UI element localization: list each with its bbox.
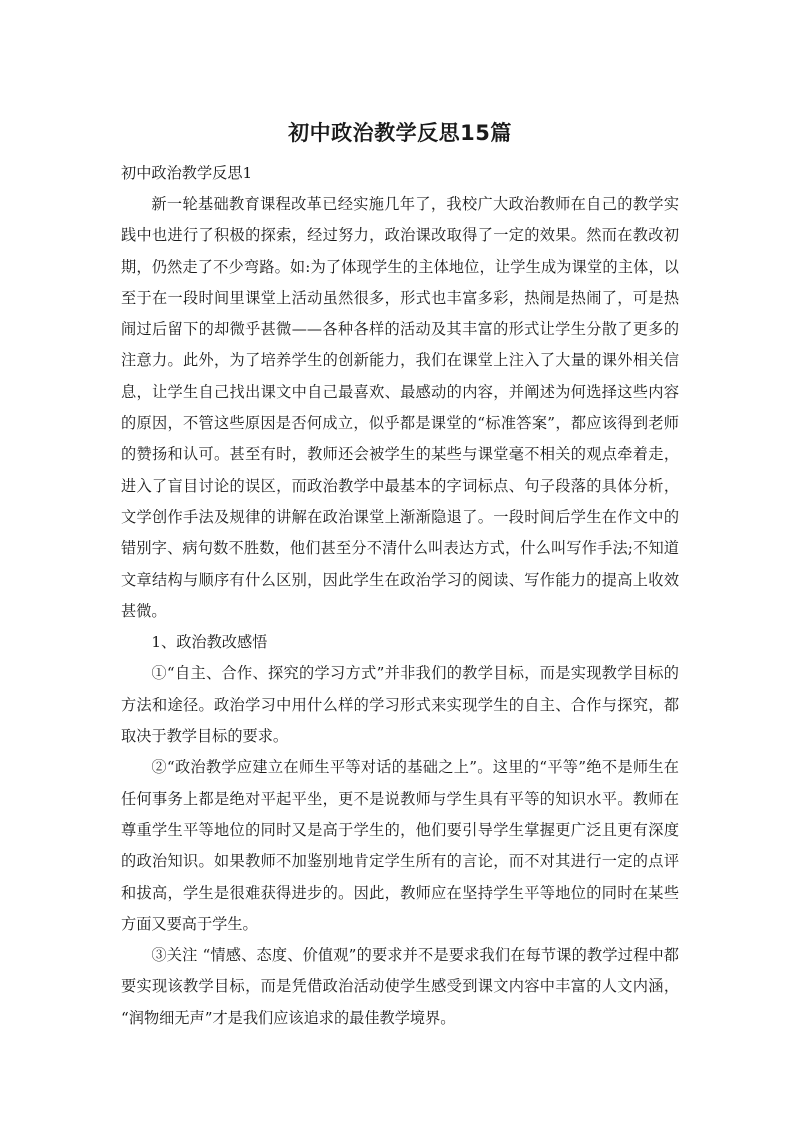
paragraph-intro: 新一轮基础教育课程改革已经实施几年了，我校广大政治教师在自己的教学实践中也进行了积极的探索，经过努力，政治课改取得了一定的效果。然而在教改初期，仍然走了不少弯路。如:为了体现学生的主体地位，让学生成为课堂的主体，以至于在一段时间里课堂上活动虽然很多，形式也丰富多彩，热闹是热闹了，可是热闹过后留下的却微乎甚微——各种各样的活动及其丰富的形式让学生分散了更多的注意力。此外，为了培养学生的创新能力，我们在课堂上注入了大量的课外相关信息，让学生自己找出课文中自己最喜欢、最感动的内容，并阐述为何选择这些内容的原因，不管这些原因是否何成立，似乎都是课堂的“标准答案”，都应该得到老师的赞扬和认可。甚至有时，教师还会被学生的某些与课堂毫不相关的观点牵着走，进入了盲目讨论的误区，而政治教学中最基本的字词标点、句子段落的具体分析，文学创作手法及规律的讲解在政治课堂上渐渐隐退了。一段时间后学生在作文中的错别字、病句数不胜数，他们甚至分不清什么叫表达方式，什么叫写作手法;不知道文章结构与顺序有什么区别，因此学生在政治学习的阅读、写作能力的提高上收效甚微。 (121, 195, 679, 620)
paragraph-point-2: ②“政治教学应建立在师生平等对话的基础之上”。这里的“平等”绝不是师生在任何事务上都是绝对平起平坐，更不是说教师与学生具有平等的知识水平。教师在尊重学生平等地位的同时又是高于学生的，他们要引导学生掌握更广泛且更有深度的政治知识。如果教师不加鉴别地肯定学生所有的言论，而不对其进行一定的点评和拔高，学生是很难获得进步的。因此，教师应在坚持学生平等地位的同时在某些方面又要高于学生。 (121, 758, 679, 933)
document-title: 初中政治教学反思15篇 (288, 121, 512, 145)
document-page (121, 118, 679, 1034)
paragraph-section-heading: 1、政治教改感悟 (151, 633, 268, 652)
paragraph-point-3: ③关注 “情感、态度、价值观”的要求并不是要求我们在每节课的教学过程中都要实现该教学目标，而是凭借政治活动使学生感受到课文内容中丰富的人文内涵， “润物细无声”才是我们应该追求的最佳教学境界。 (121, 946, 679, 1027)
section-heading: 初中政治教学反思1 (121, 164, 253, 182)
paragraph-point-1: ①“自主、合作、探究的学习方式”并非我们的教学目标，而是实现教学目标的方法和途径。政治学习中用什么样的学习形式来实现学生的自主、合作与探究，都取决于教学目标的要求。 (121, 664, 679, 746)
